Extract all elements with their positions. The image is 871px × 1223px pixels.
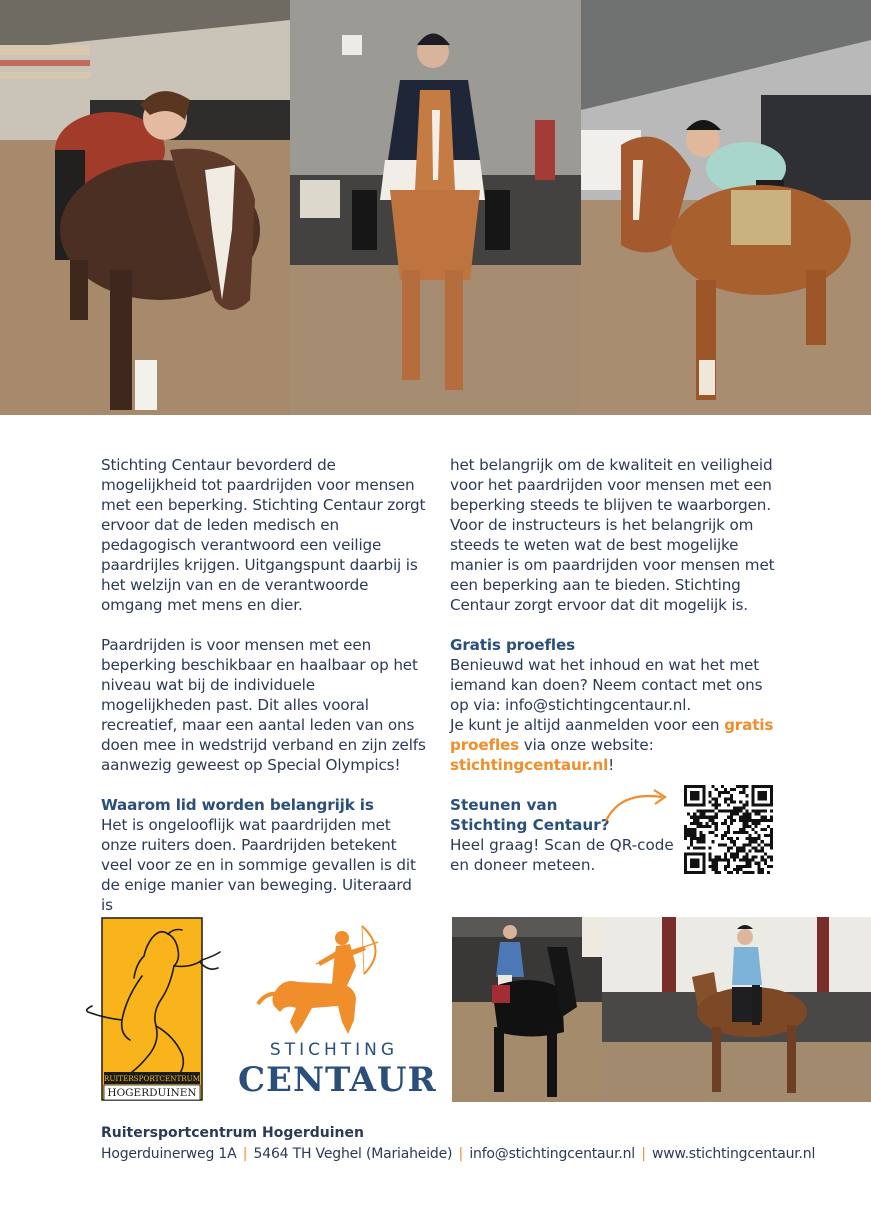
footer-address: Hogerduinerweg 1A [101, 1146, 237, 1162]
photo-rider-on-black-horse [452, 917, 602, 1102]
why-membership-paragraph: Het is ongelooflijk wat paardrijden met onze ruiters doen. Paardrijden betekent veel voor ze en in sommige gevallen is dit de enige manier van beweging. Uiteraard is [101, 816, 416, 914]
footer-contact-line [101, 1146, 815, 1162]
why-membership-heading: Waarom lid worden belangrijk is [101, 796, 374, 814]
photo-girl-riding-bay-horse [602, 917, 871, 1102]
footer-title: Ruitersportcentrum Hogerduinen [101, 1125, 364, 1141]
photo-girl-hugging-pony [0, 0, 290, 415]
signup-paragraph [450, 715, 780, 775]
website-link[interactable]: stichtingcentaur.nl [450, 756, 609, 774]
left-text-column [101, 455, 426, 915]
footer-separator: | [641, 1146, 646, 1162]
right-text-column [450, 455, 780, 775]
footer-email[interactable]: info@stichtingcentaur.nl [469, 1146, 635, 1162]
exclamation: ! [608, 756, 615, 774]
centaur-logo-line1: STICHTING [269, 1040, 399, 1060]
intro-paragraph: Stichting Centaur bevorderd de mogelijkheid tot paardrijden voor mensen met een beperking. Stichting Centaur zorgt ervoor dat de leden medisch en pedagogisch verantwoord een veilige paardrijles krijgen. Uitgangspunt daarbij is het welzijn van en de verantwoorde omgang met mens en dier. [101, 456, 426, 614]
qr-code[interactable] [684, 785, 773, 874]
photo-rider-in-competition-attire [290, 0, 581, 415]
contact-paragraph: Benieuwd wat het inhoud en wat het met iemand kan doen? Neem contact met ons op via: info@stichtingcentaur.nl. [450, 656, 763, 714]
signup-text-2: via onze website: [523, 736, 654, 754]
footer-separator: | [242, 1146, 248, 1162]
support-heading: Steunen van Stichting Centaur? [450, 796, 610, 834]
hogerduinen-logo-line1: RUITERSPORTCENTRUM [103, 1074, 201, 1083]
support-text: Heel graag! Scan de QR-code en doneer meteen. [450, 836, 674, 874]
footer-website[interactable]: www.stichtingcentaur.nl [652, 1146, 816, 1162]
free-trial-link[interactable]: gratis proefles [450, 716, 774, 754]
footer-postcode: 5464 TH Veghel (Mariaheide) [253, 1146, 453, 1162]
free-trial-heading: Gratis proefles [450, 636, 575, 654]
signup-text: Je kunt je altijd aanmelden voor een [450, 716, 720, 734]
arrow-icon [602, 785, 674, 825]
photo-girl-lying-on-horse [581, 0, 871, 415]
centaur-logo-line2: CENTAUR [238, 1060, 437, 1100]
quality-paragraph: het belangrijk om de kwaliteit en veiligheid voor het paardrijden voor mensen met een beperking steeds te blijven te waarborgen. Voor de instructeurs is het belangrijk om steeds te weten wat de best mogelijke manier is om paardrijden voor mensen met een beperking aan te bieden. Stichting Centaur zorgt ervoor dat dit mogelijk is. [450, 456, 775, 614]
footer-separator: | [458, 1146, 464, 1162]
accessibility-paragraph: Paardrijden is voor mensen met een beperking beschikbaar en haalbaar op het niveau wat bij de individuele mogelijkheden past. Dit alles vooral recreatief, maar een aantal leden van ons doen mee in wedstrijd verband en zijn zelfs aanwezig geweest op Special Olympics! [101, 636, 426, 774]
hogerduinen-logo-line2: HOGERDUINEN [107, 1087, 197, 1099]
hogerduinen-logo [82, 916, 224, 1104]
